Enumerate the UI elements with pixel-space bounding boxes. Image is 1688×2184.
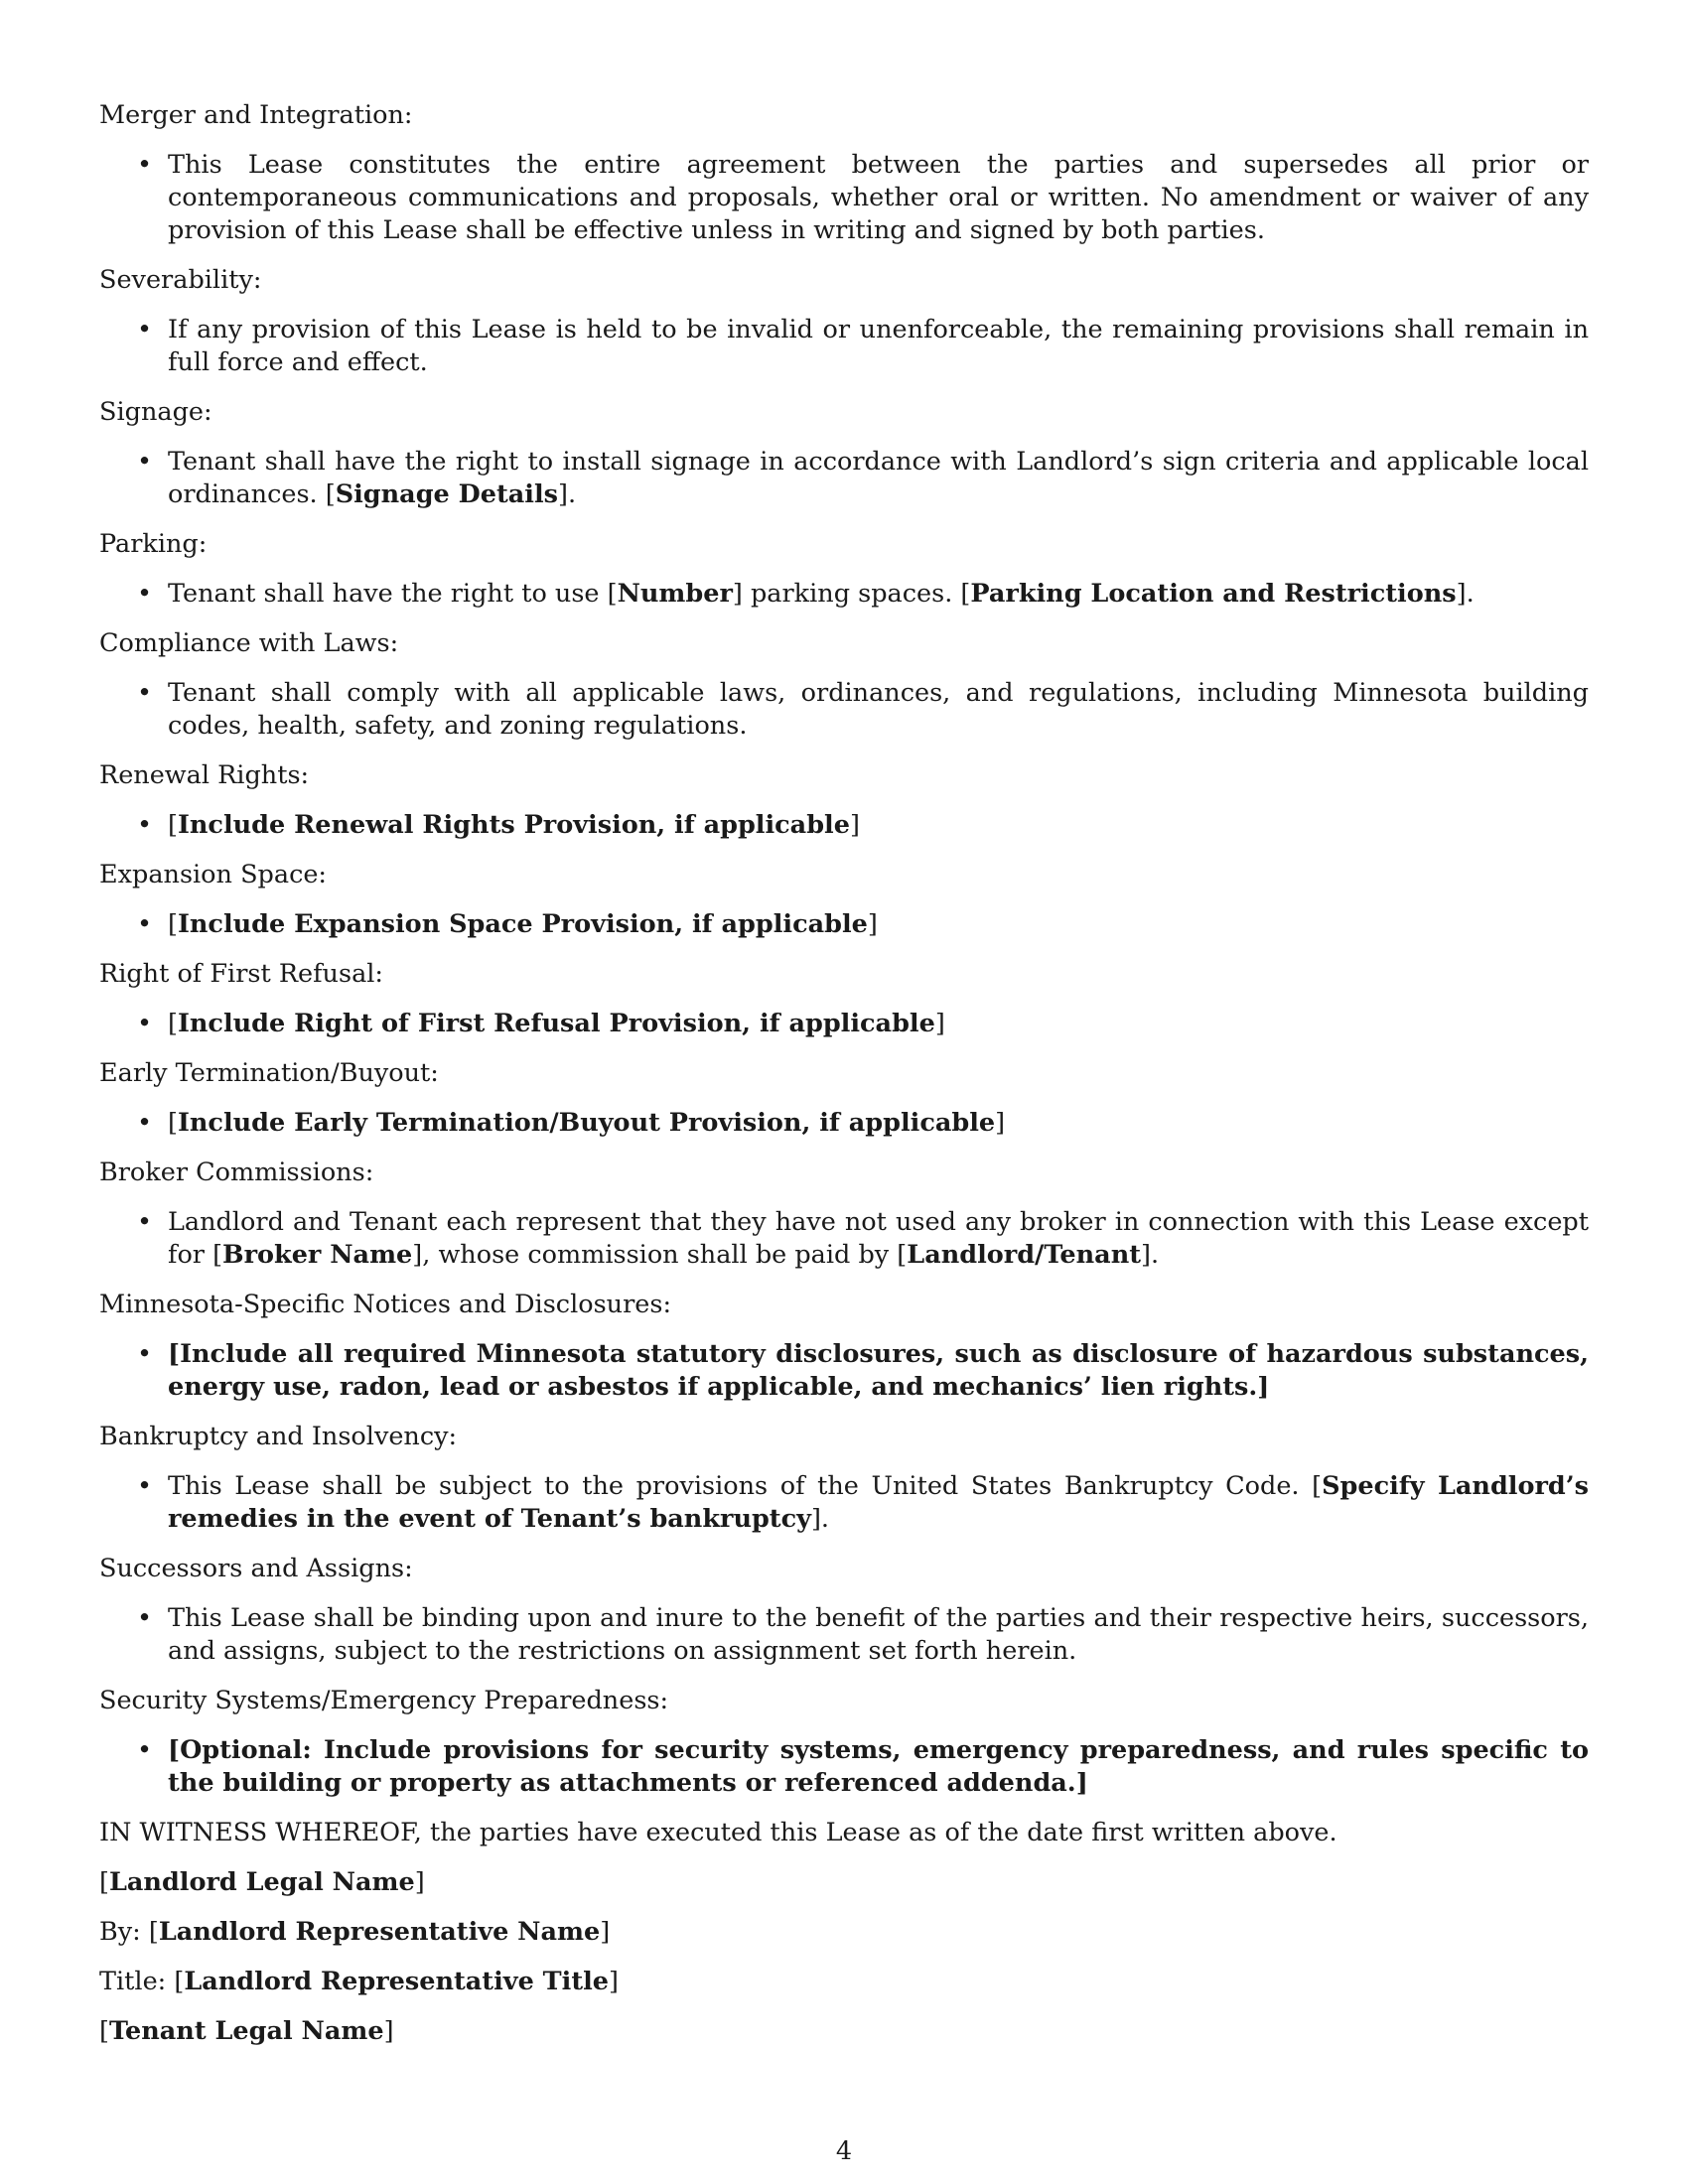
section-heading-successors: Successors and Assigns: xyxy=(99,1554,413,1583)
title-label: Title: xyxy=(99,1967,167,1996)
section-heading-mn-notices: Minnesota-Specific Notices and Disclosures: xyxy=(99,1290,672,1319)
parking-text-before: Tenant shall have the right to use xyxy=(168,579,600,609)
list-successors xyxy=(99,1602,1589,1668)
section-heading-early-termination: Early Termination/Buyout: xyxy=(99,1058,439,1088)
parking-number-placeholder: Number xyxy=(617,579,733,609)
list-item: • Tenant shall have the right to use [Number] parking spaces. [Parking Location and Restrictions]. xyxy=(99,578,1589,611)
by-placeholder: Landlord Representative Name xyxy=(158,1917,601,1947)
list-item: • [Include Right of First Refusal Provision, if applicable] xyxy=(99,1008,1589,1040)
title-line: Title: [Landlord Representative Title] xyxy=(99,1967,619,1996)
list-item xyxy=(99,1602,1589,1668)
merger-text: This Lease constitutes the entire agreement between the parties and supersedes all prior or contemporaneous communications and proposals, whether oral or written. No amendment or waiver of any provision of this Lease shall be effective unless in writing and signed by both parties. xyxy=(168,150,1589,245)
list-security xyxy=(99,1734,1589,1800)
list-broker xyxy=(99,1206,1589,1272)
section-heading-bankruptcy: Bankruptcy and Insolvency: xyxy=(99,1422,458,1451)
broker-name-placeholder: Broker Name xyxy=(222,1240,413,1270)
parking-location-placeholder: Parking Location and Restrictions xyxy=(970,579,1457,609)
successors-text: This Lease shall be binding upon and inure to the benefit of the parties and their respective heirs, successors, and assigns, subject to the restrictions on assignment set forth herein. xyxy=(168,1603,1589,1666)
list-item: • Tenant shall have the right to install signage in accordance with Landlord’s sign criteria and applicable local ordinances. [Signage Details]. xyxy=(99,446,1589,511)
list-renewal xyxy=(99,809,1589,842)
witness-text: IN WITNESS WHEREOF, the parties have executed this Lease as of the date first written above. xyxy=(99,1818,1337,1847)
list-item xyxy=(99,677,1589,743)
list-merger xyxy=(99,149,1589,247)
by-label: By: xyxy=(99,1917,141,1947)
section-heading-compliance: Compliance with Laws: xyxy=(99,628,399,658)
security-placeholder: Optional: Include provisions for security systems, emergency preparedness, and rules specific to the building or property as attachments or referenced addenda. xyxy=(168,1735,1589,1798)
list-item: • [Optional: Include provisions for security systems, emergency preparedness, and rules specific to the building or property as attachments or referenced addenda.] xyxy=(99,1734,1589,1800)
severability-text: If any provision of this Lease is held to be invalid or unenforceable, the remaining provisions shall remain in full force and effect. xyxy=(168,315,1589,377)
tenant-legal-name: [Tenant Legal Name] xyxy=(99,2016,394,2046)
section-heading-renewal: Renewal Rights: xyxy=(99,760,310,790)
section-heading-parking: Parking: xyxy=(99,529,208,559)
landlord-legal-name: [Landlord Legal Name] xyxy=(99,1867,425,1897)
list-mn-notices xyxy=(99,1338,1589,1404)
document-page xyxy=(99,99,1589,2065)
section-heading-broker: Broker Commissions: xyxy=(99,1158,374,1187)
page-number: 4 xyxy=(835,2136,853,2166)
expansion-placeholder: Include Expansion Space Provision, if applicable xyxy=(177,909,868,939)
title-placeholder: Landlord Representative Title xyxy=(184,1967,610,1996)
list-item xyxy=(99,314,1589,379)
broker-payer-placeholder: Landlord/Tenant xyxy=(907,1240,1142,1270)
section-heading-first-refusal: Right of First Refusal: xyxy=(99,959,384,989)
section-heading-security: Security Systems/Emergency Preparedness: xyxy=(99,1686,669,1715)
list-item xyxy=(99,149,1589,247)
list-item: • [Include Early Termination/Buyout Provision, if applicable] xyxy=(99,1107,1589,1140)
list-severability xyxy=(99,314,1589,379)
signage-placeholder: Signage Details xyxy=(335,479,558,509)
section-heading-severability: Severability: xyxy=(99,265,262,295)
section-heading-signage: Signage: xyxy=(99,397,212,427)
bankruptcy-placeholder: Specify Landlord’s remedies in the event of Tenant’s bankruptcy xyxy=(168,1471,1589,1534)
list-bankruptcy xyxy=(99,1470,1589,1536)
list-item: • This Lease shall be subject to the provisions of the United States Bankruptcy Code. [Specify Landlord’s remedies in the event of Tenant’s bankruptcy]. xyxy=(99,1470,1589,1536)
list-parking xyxy=(99,578,1589,611)
mn-notices-placeholder: Include all required Minnesota statutory disclosures, such as disclosure of hazardous substances, energy use, radon, lead or asbestos if applicable, and mechanics’ lien rights. xyxy=(168,1339,1589,1402)
tenant-name-placeholder: Tenant Legal Name xyxy=(108,2016,384,2046)
signage-text: Tenant shall have the right to install signage in accordance with Landlord’s sign criteria and applicable local ordinances. xyxy=(168,447,1589,509)
list-item: • Landlord and Tenant each represent that they have not used any broker in connection with this Lease except for [Broker Name], whose commission shall be paid by [Landlord/Tenant]. xyxy=(99,1206,1589,1272)
list-early-termination xyxy=(99,1107,1589,1140)
bankruptcy-text: This Lease shall be subject to the provisions of the United States Bankruptcy Code. xyxy=(168,1471,1300,1501)
broker-text-middle: , whose commission shall be paid by xyxy=(422,1240,890,1270)
early-termination-placeholder: Include Early Termination/Buyout Provision, if applicable xyxy=(177,1108,996,1138)
list-item: • [Include Renewal Rights Provision, if applicable] xyxy=(99,809,1589,842)
section-heading-merger: Merger and Integration: xyxy=(99,100,413,130)
list-item: • [Include Expansion Space Provision, if applicable] xyxy=(99,908,1589,941)
broker-text-before: Landlord and Tenant each represent that they have not used any broker in connection with this Lease except for xyxy=(168,1207,1589,1270)
list-compliance xyxy=(99,677,1589,743)
list-expansion xyxy=(99,908,1589,941)
first-refusal-placeholder: Include Right of First Refusal Provision, if applicable xyxy=(177,1009,935,1038)
section-heading-expansion: Expansion Space: xyxy=(99,860,328,889)
list-signage xyxy=(99,446,1589,511)
list-first-refusal xyxy=(99,1008,1589,1040)
list-item: • [Include all required Minnesota statutory disclosures, such as disclosure of hazardous substances, energy use, radon, lead or asbestos if applicable, and mechanics’ lien rights.] xyxy=(99,1338,1589,1404)
by-line: By: [Landlord Representative Name] xyxy=(99,1917,611,1947)
renewal-placeholder: Include Renewal Rights Provision, if applicable xyxy=(177,810,850,840)
landlord-name-placeholder: Landlord Legal Name xyxy=(108,1867,415,1897)
compliance-text: Tenant shall comply with all applicable laws, ordinances, and regulations, including Minnesota building codes, health, safety, and zoning regulations. xyxy=(168,678,1589,741)
parking-text-after: parking spaces. xyxy=(750,579,953,609)
